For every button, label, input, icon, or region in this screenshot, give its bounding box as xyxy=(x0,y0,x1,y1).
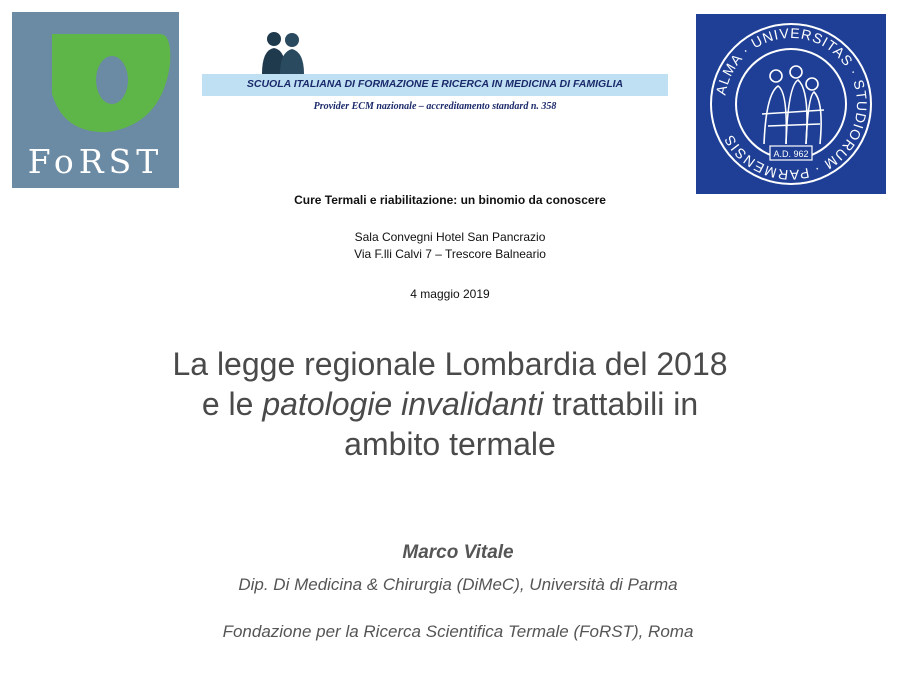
author-affiliation-1: Dip. Di Medicina & Chirurgia (DiMeC), Università di Parma xyxy=(238,575,678,594)
university-seal xyxy=(696,14,886,194)
event-address: Via F.lli Calvi 7 – Trescore Balneario xyxy=(354,247,546,261)
title-line-2a: e le xyxy=(201,386,263,422)
seal-date: A.D. 962 xyxy=(773,149,809,159)
title-line-2-emphasis: patologie invalidanti xyxy=(262,386,544,422)
forst-logo-text: FoRST xyxy=(27,142,164,181)
event-title: Cure Termali e riabilitazione: un binomio da conoscere xyxy=(294,193,606,207)
school-name: SCUOLA ITALIANA DI FORMAZIONE E RICERCA IN MEDICINA DI FAMIGLIA xyxy=(246,78,624,90)
seal-ring-text: ALMA · UNIVERSITAS · STUDIORUM · PARMENSIS xyxy=(712,24,871,184)
provider-text: Provider ECM nazionale – accreditamento standard n. 358 xyxy=(313,101,557,112)
forst-logo xyxy=(12,12,179,188)
author-affiliation-2: Fondazione per la Ricerca Scientifica Termale (FoRST), Roma xyxy=(222,622,694,641)
title-line-3: ambito termale xyxy=(344,426,556,462)
title-line-2c: trattabili in xyxy=(543,386,699,422)
title-line-2 xyxy=(100,384,800,424)
school-banner xyxy=(202,74,668,96)
event-venue: Sala Convegni Hotel San Pancrazio xyxy=(354,230,546,244)
author-name: Marco Vitale xyxy=(402,542,514,563)
title-line-1: La legge regionale Lombardia del 2018 xyxy=(172,346,728,382)
event-date: 4 maggio 2019 xyxy=(410,287,490,301)
presentation-title xyxy=(100,344,800,464)
people-icon xyxy=(258,30,306,74)
